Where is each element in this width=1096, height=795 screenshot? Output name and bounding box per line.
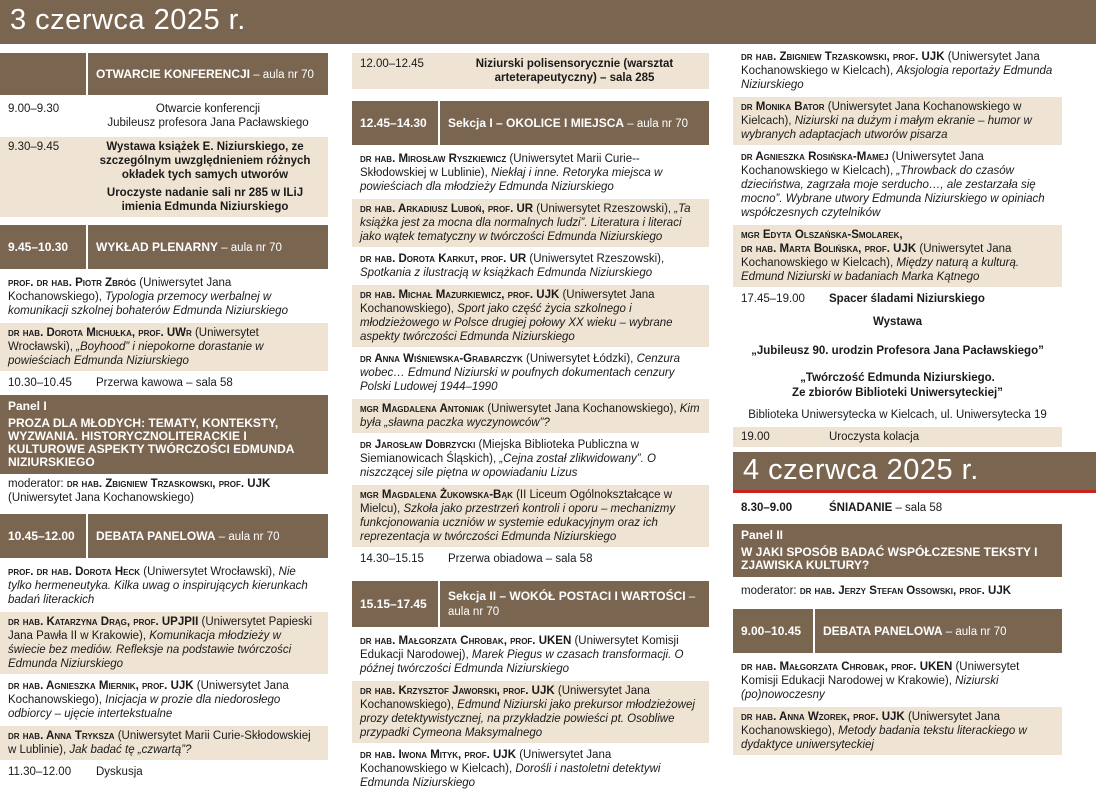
header-opening bbox=[0, 53, 328, 95]
row-walk: 17.45–19.00 Spacer śladami Niziurskiego bbox=[741, 293, 985, 305]
column-3-day2 bbox=[733, 498, 1062, 757]
entry-chrobak-2: dr hab. Małgorzata Chrobak, prof. UKEN (Uniwersytet Komisji Edukacji Narodowej w Krakowie), Niziurski (po)nowoczesny bbox=[741, 661, 1020, 701]
row-dinner: 19.00 Uroczysta kolacja bbox=[733, 427, 1062, 447]
entry-michulka: dr hab. Dorota Michułka, prof. UWr (Uniwersytet Wrocławski), „Boyhood” i niepokorne dorastanie w powieściach Edmunda Niziurskiego bbox=[0, 323, 328, 371]
entry-mityk: dr hab. Iwona Mityk, prof. UJK (Uniwersytet Jana Kochanowskiego w Kielcach), Dorośli i nastoletni detektywi Edmunda Niziurskiego bbox=[360, 749, 661, 789]
entry-ryszkiewicz: dr hab. Mirosław Ryszkiewicz (Uniwersytet Marii Curie--Skłodowskiej w Lublinie), Niekłaj i inne. Retoryka miejsca w powieściach dla młodzieży Edmunda Niziurskiego bbox=[360, 153, 663, 193]
day1-banner bbox=[0, 0, 1096, 44]
panel-1: Panel I PROZA DLA MŁODYCH: TEMATY, KONTEKSTY, WYZWANIA. HISTORYCZNOLITERACKIE I KULTUROWE ASPEKTY TWÓRCZOŚCI EDMUNDA NIZIURSKIEGO bbox=[0, 395, 328, 474]
moderator-2: moderator: dr hab. Jerzy Stefan Ossowski, prof. UJK bbox=[741, 585, 1012, 597]
entry-wzorek: dr hab. Anna Wzorek, prof. UJK (Uniwersytet Jana Kochanowskiego), Metody badania tekstu literackiego w dydaktyce uniwersyteckiej bbox=[733, 707, 1062, 755]
entry-olszanska: mgr Edyta Olszańska-Smolarek, dr hab. Marta Bolińska, prof. UJK (Uniwersytet Jana Kochanowskiego w Kielcach), Między naturą a kulturą. Edmund Niziurski w badaniach Marka Kątnego bbox=[733, 225, 1062, 287]
entry-drag: dr hab. Katarzyna Drąg, prof. UPJPII (Uniwersytet Papieski Jana Pawła II w Krakowie), Komunikacja młodzieży w świecie bez mediów. Refleksje na podstawie twórczości Edmunda Niziurskiego bbox=[0, 612, 328, 674]
day2-divider bbox=[733, 490, 1096, 493]
entry-jaworski: dr hab. Krzysztof Jaworski, prof. UJK (Uniwersytet Jana Kochanowskiego), Edmund Niziurski jako prekursor młodzieżowej prozy detektywistycznej, na przykładzie powieści pt. Osobliwe przypadki Cymeona Maksymalnego bbox=[352, 681, 709, 743]
entry-miernik: dr hab. Agnieszka Miernik, prof. UJK (Uniwersytet Jana Kochanowskiego), Inicjacja w prozie dla niedorosłego odbiorcy – ujęcie intertekstualne bbox=[8, 680, 289, 720]
row-coffee: 10.30–10.45 Przerwa kawowa – sala 58 bbox=[8, 377, 233, 389]
entry-mazurkiewicz: dr hab. Michał Mazurkiewicz, prof. UJK (Uniwersytet Jana Kochanowskiego), Sport jako część życia szkolnego i młodzieżowego w Polsce drugiej połowy XX wieku – wybrane aspekty twórczości Edmunda Niziurskiego bbox=[352, 285, 709, 347]
header-plenary: 9.45–10.30 WYKŁAD PLENARNY – aula nr 70 bbox=[0, 225, 328, 269]
entry-zukowska: mgr Magdalena Żukowska-Bąk (II Liceum Ogólnokształcące w Mielcu), Szkoła jako przestrzeń kontroli i oporu – mechanizmy funkcjonowania uczniów w systemie edukacyjnym oraz ich reprezentacja w twórczości Edmunda Niziurskiego bbox=[352, 485, 709, 547]
moderator-1: moderator: dr hab. Zbigniew Trzaskowski, prof. UJK (Uniwersytet Jana Kochanowskiego) bbox=[8, 478, 271, 504]
column-1 bbox=[0, 47, 328, 782]
header-label: OTWARCIE KONFERENCJI – aula nr 70 bbox=[88, 53, 328, 95]
entry-zbrog: prof. dr hab. Piotr Zbróg (Uniwersytet Jana Kochanowskiego), Typologia przemocy werbalnej w komunikacji szkolnej bohaterów Edmunda Niziurskiego bbox=[8, 277, 288, 317]
entry-tryksza: dr hab. Anna Tryksza (Uniwersytet Marii Curie-Skłodowskiej w Lublinie), Jak badać tę „czwartą”? bbox=[0, 726, 328, 760]
entry-dobrzycki: dr Jarosław Dobrzycki (Miejska Biblioteka Publiczna w Siemianowicach Śląskich), „Cejna został zlikwidowany”. O niszczącej sile piętna w opowiadaniu Lizus bbox=[360, 439, 656, 479]
row-lunch: 14.30–15.15 Przerwa obiadowa – sala 58 bbox=[360, 553, 593, 565]
day1-title: 3 czerwca 2025 r. bbox=[10, 4, 246, 36]
exhibition-title-1: „Jubileusz 90. urodzin Profesora Jana Pacławskiego” bbox=[751, 345, 1044, 357]
column-2 bbox=[352, 47, 709, 795]
row-breakfast: 8.30–9.00 ŚNIADANIE – sala 58 bbox=[741, 502, 943, 514]
entry-trzaskowski: dr hab. Zbigniew Trzaskowski, prof. UJK (Uniwersytet Jana Kochanowskiego w Kielcach), Aksjologia reportaży Edmunda Niziurskiego bbox=[741, 51, 1053, 91]
entry-antoniak: mgr Magdalena Antoniak (Uniwersytet Jana Kochanowskiego), Kim była „sławna paczka wyczynowców”? bbox=[352, 399, 709, 433]
row-exhibition: 9.30–9.45 Wystawa książek E. Niziurskiego, ze szczególnym uwzględnieniem różnych okładek tych samych utworów Uroczyste nadanie sali nr 285 w ILiJ imienia Edmunda Niziurskiego bbox=[0, 137, 328, 217]
entry-heck: prof. dr hab. Dorota Heck (Uniwersytet Wrocławski), Nie tylko hermeneutyka. Kilka uwag o inspirujących kierunkach badań literackich bbox=[8, 566, 308, 606]
row-workshop: 12.00–12.45 Niziurski polisensorycznie (warsztat arteterapeutyczny) – sala 285 bbox=[352, 53, 709, 89]
exhibition-place: Biblioteka Uniwersytecka w Kielcach, ul. Uniwersytecka 19 bbox=[748, 409, 1047, 421]
exhibition-label: Wystawa bbox=[872, 316, 922, 328]
entry-chrobak: dr hab. Małgorzata Chrobak, prof. UKEN (Uniwersytet Komisji Edukacji Narodowej), Marek Piegus w czasach transformacji. O późnej twórczości Edmunda Niziurskiego bbox=[360, 635, 684, 675]
entry-bator: dr Monika Bator (Uniwersytet Jana Kochanowskiego w Kielcach), Niziurski na dużym i małym ekranie – humor w wybranych adaptacjach utworów pisarza bbox=[733, 97, 1062, 145]
column-3 bbox=[733, 47, 1062, 447]
entry-rosinska: dr Agnieszka Rosińska-Mamej (Uniwersytet Jana Kochanowskiego w Kielcach), „Throwback do czasów dzieciństwa, zagrzała moje serducho…, ale zestarzała się mocno”. Wybrane utwory Edmunda Niziurskiego w opiniach współczesnych czytelników bbox=[741, 151, 1045, 219]
header-time bbox=[0, 53, 88, 95]
header-section-1: 12.45–14.30 Sekcja I – OKOLICE I MIEJSCA – aula nr 70 bbox=[352, 101, 709, 145]
header-debate: 10.45–12.00 DEBATA PANELOWA – aula nr 70 bbox=[0, 514, 328, 558]
entry-karkut: dr hab. Dorota Karkut, prof. UR (Uniwersytet Rzeszowski), Spotkania z ilustracją w książkach Edmunda Niziurskiego bbox=[360, 253, 665, 279]
entry-lubon: dr hab. Arkadiusz Luboń, prof. UR (Uniwersytet Rzeszowski), „Ta książka jest za mocna dla normalnych ludzi”. Literatura i literaci jako wątek tematyczny w twórczości Edmunda Niziurskiego bbox=[352, 199, 709, 247]
day2-banner bbox=[733, 452, 1096, 490]
exhibition-title-2: „Twórczość Edmunda Niziurskiego. Ze zbiorów Biblioteki Uniwersyteckiej” bbox=[792, 372, 1003, 399]
row-discussion: 11.30–12.00 Dyskusja bbox=[8, 766, 143, 778]
entry-wisniewska: dr Anna Wiśniewska-Grabarczyk (Uniwersytet Łódzki), Cenzura wobec… Edmund Niziurski w poufnych dokumentach cenzury Polski Ludowej 1944–1990 bbox=[360, 353, 681, 393]
header-section-2: 15.15–17.45 Sekcja II – WOKÓŁ POSTACI I WARTOŚCI – aula nr 70 bbox=[352, 581, 709, 627]
row-opening: 9.00–9.30 Otwarcie konferencji Jubileusz profesora Jana Pacławskiego bbox=[8, 103, 309, 129]
day2-title: 4 czerwca 2025 r. bbox=[743, 454, 979, 486]
header-debate-2: 9.00–10.45 DEBATA PANELOWA – aula nr 70 bbox=[733, 609, 1062, 653]
panel-2: Panel II W JAKI SPOSÓB BADAĆ WSPÓŁCZESNE TEKSTY I ZJAWISKA KULTURY? bbox=[733, 524, 1062, 577]
